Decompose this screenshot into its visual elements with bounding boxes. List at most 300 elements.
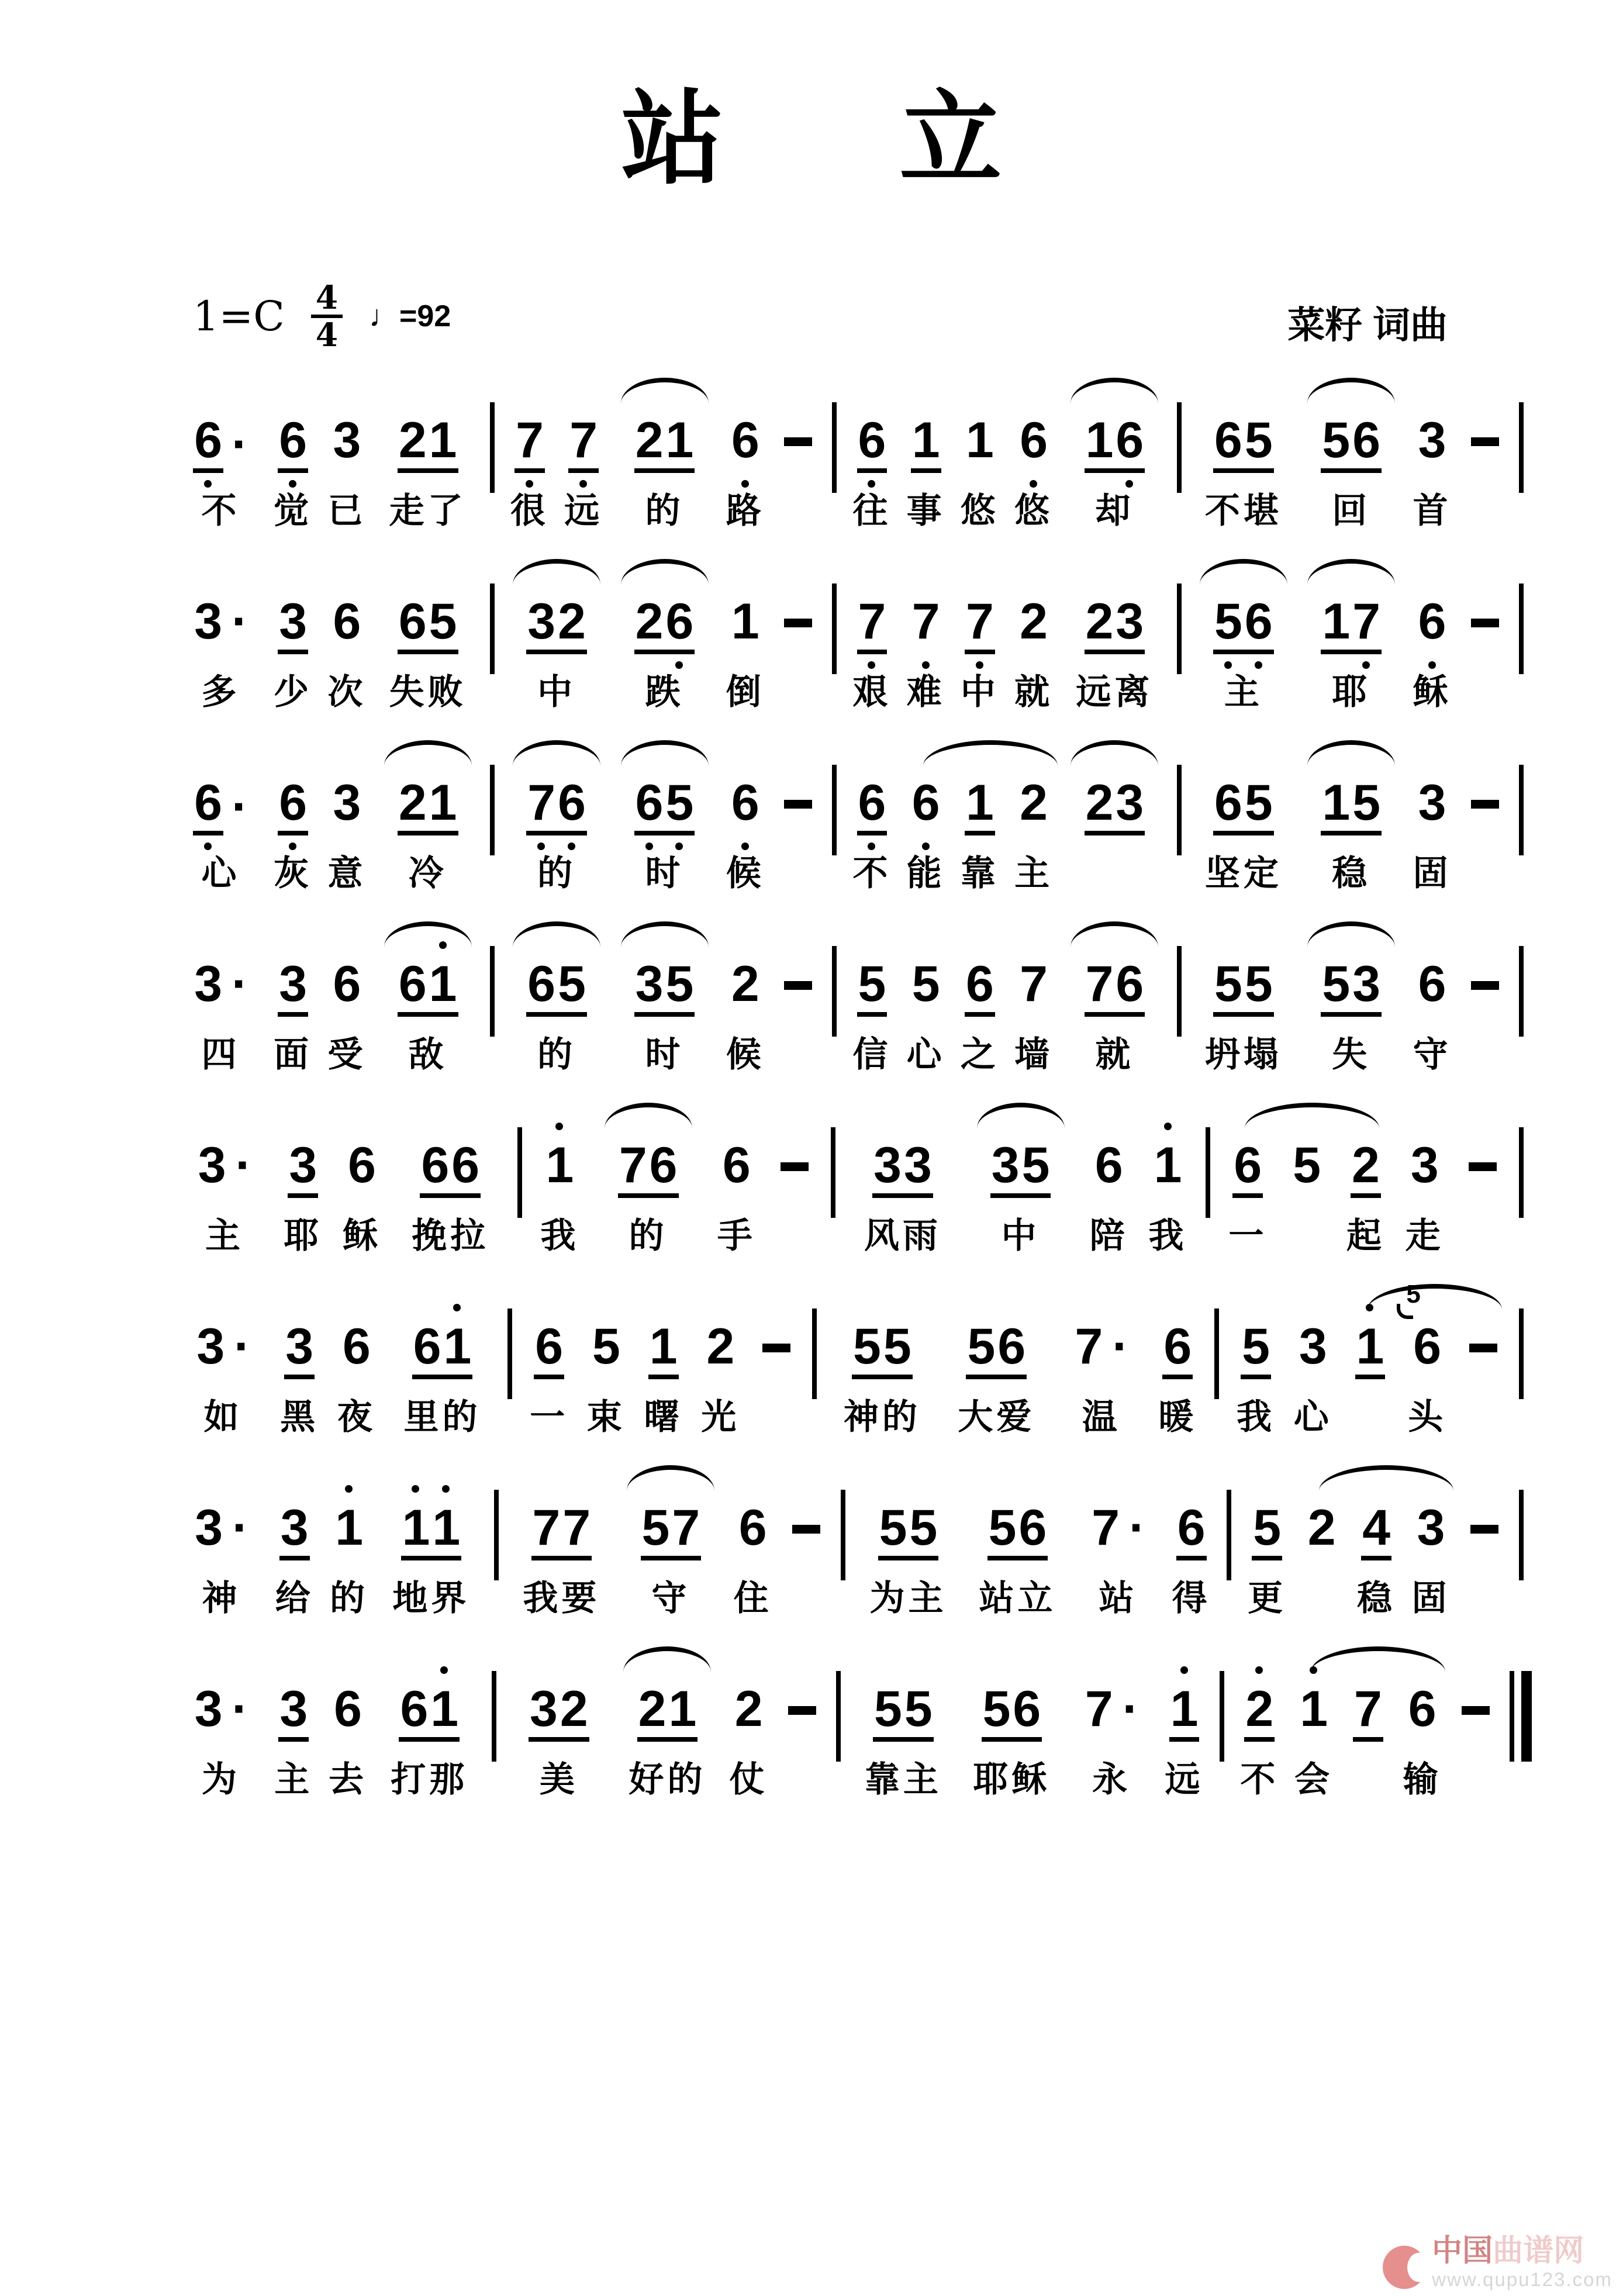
dash-extension — [772, 550, 824, 719]
lyric-syllable: 心 — [1293, 1398, 1332, 1437]
note-digits — [873, 1681, 934, 1742]
lyric-syllable: 守 — [651, 1579, 690, 1618]
slur-arc — [621, 740, 709, 766]
note-digit: 1 — [668, 1681, 697, 1737]
dash-mark — [784, 437, 812, 446]
note-group — [1239, 1456, 1294, 1625]
note-group — [175, 912, 266, 1082]
note-group — [589, 1093, 707, 1263]
note-numline — [193, 775, 248, 835]
note-digits — [1321, 593, 1382, 654]
note-digits — [1153, 1137, 1183, 1193]
note-numline — [911, 412, 941, 473]
note-group — [328, 1275, 385, 1444]
dash-mark — [1471, 981, 1499, 990]
slur-arc — [627, 1465, 714, 1491]
lyric-syllable: 走了 — [389, 492, 467, 530]
music-system-8 — [175, 1637, 1532, 1812]
note-group — [1072, 1456, 1164, 1625]
barline — [490, 584, 495, 674]
note-digits — [1213, 412, 1274, 473]
note-digit: 6 — [413, 1318, 441, 1375]
note-group — [1190, 912, 1297, 1082]
note-numline — [197, 1137, 253, 1193]
note-digit: 3 — [991, 1137, 1020, 1193]
note-group — [1061, 550, 1168, 719]
note-numline — [990, 1137, 1051, 1198]
augmentation-dot: · — [232, 778, 248, 835]
note-digits — [420, 1137, 481, 1198]
note-numline — [279, 1500, 310, 1560]
note-digit: 3 — [635, 956, 664, 1012]
note-numline — [1213, 775, 1274, 835]
lyric-syllable: 更 — [1248, 1579, 1287, 1618]
barline — [1214, 1308, 1219, 1399]
note-numline — [398, 412, 458, 473]
note-numline — [1298, 1318, 1328, 1375]
note-digits — [334, 1500, 364, 1556]
note-numline — [1406, 1280, 1442, 1375]
note-numline — [526, 775, 587, 835]
note-digits — [1018, 593, 1049, 650]
note-digits — [1085, 412, 1145, 473]
note-numline — [730, 775, 761, 831]
note-digits — [1321, 775, 1382, 835]
lyric-syllable: 能 — [906, 854, 945, 893]
note-digits — [1018, 412, 1049, 468]
note-group — [844, 1093, 962, 1263]
lyric-syllable: 之 — [960, 1035, 999, 1074]
note-digits — [347, 1137, 377, 1193]
lyric-syllable: 不 — [1240, 1760, 1279, 1799]
lyric-syllable: 主 — [274, 1760, 313, 1799]
note-digit: 1 — [965, 775, 994, 831]
dash-extension — [780, 1456, 833, 1625]
lyric-syllable: 往 — [852, 492, 892, 530]
barline — [507, 1308, 512, 1399]
note-digit: 5 — [904, 1681, 933, 1737]
note-group — [266, 368, 320, 538]
note-numline — [965, 593, 995, 654]
note-numline — [641, 1500, 702, 1560]
note-digit: 7 — [619, 1137, 647, 1193]
note-group — [503, 731, 610, 900]
lyric-syllable: 走 — [1405, 1217, 1444, 1255]
note-digit: 6 — [333, 956, 361, 1012]
lyric-syllable: 稳 — [1357, 1579, 1396, 1618]
note-digits — [738, 1500, 768, 1556]
lyric-syllable: 面 — [274, 1035, 313, 1074]
augmentation-dot: · — [232, 593, 248, 650]
lyric-syllable: 不 — [201, 492, 240, 530]
note-digits — [1244, 1681, 1275, 1742]
lyric-syllable: 少 — [274, 673, 313, 712]
note-digits — [1169, 1681, 1200, 1742]
note-digit: 3 — [1116, 593, 1144, 650]
note-digit: 6 — [193, 778, 223, 828]
note-digit: 1 — [429, 412, 457, 468]
note-digit: 3 — [194, 593, 223, 650]
octave-dot-above — [1164, 1123, 1172, 1130]
note-group — [1398, 1275, 1456, 1444]
note-digit: 7 — [1075, 1318, 1103, 1375]
note-digit: 3 — [195, 1500, 223, 1556]
lyric-syllable: 永 — [1092, 1760, 1131, 1799]
note-numline — [1321, 956, 1382, 1017]
note-group — [175, 1456, 267, 1625]
lyric-syllable: 为 — [201, 1760, 240, 1799]
note-numline — [634, 412, 695, 473]
lyric-syllable: 坍塌 — [1204, 1035, 1282, 1074]
lyric-syllable: 不 — [852, 854, 892, 893]
note-group — [377, 1456, 486, 1625]
note-digits — [730, 775, 761, 831]
final-barline-thin — [1510, 1671, 1514, 1762]
note-numline — [194, 1681, 249, 1737]
note-digit: 6 — [1177, 1500, 1206, 1556]
note-numline — [1252, 1500, 1282, 1560]
note-digit: 3 — [333, 775, 361, 831]
note-numline — [1355, 1318, 1386, 1379]
note-numline — [194, 1500, 249, 1556]
lyric-syllable: 靠主 — [864, 1760, 942, 1799]
note-digit: 5 — [879, 1500, 907, 1556]
note-digit: 5 — [873, 1681, 902, 1737]
note-numline — [911, 593, 941, 650]
note-digit: 3 — [530, 1681, 558, 1737]
watermark-brand-2: 曲谱网 — [1493, 2234, 1584, 2268]
slur-arc — [1071, 921, 1158, 947]
music-system-3 — [175, 731, 1532, 906]
note-numline — [1417, 593, 1448, 650]
note-digits — [284, 1318, 315, 1379]
lyric-syllable: 曙 — [644, 1398, 683, 1437]
note-numline — [1213, 956, 1274, 1017]
slur-arc — [621, 559, 709, 585]
lyric-syllable: 得 — [1172, 1579, 1211, 1618]
note-numline — [1162, 1318, 1193, 1379]
note-digit: 1 — [1322, 593, 1351, 650]
note-numline — [1417, 775, 1448, 831]
note-digit: 3 — [1418, 775, 1446, 831]
note-digits — [1213, 593, 1274, 654]
note-digit: 5 — [592, 1318, 620, 1375]
note-group — [963, 1456, 1072, 1625]
barline — [492, 1671, 496, 1762]
note-group — [1079, 1093, 1138, 1263]
note-digits — [398, 775, 458, 835]
note-group — [322, 1456, 376, 1625]
note-digit: 6 — [634, 778, 665, 828]
barline — [812, 1308, 817, 1399]
note-numline — [1417, 412, 1448, 468]
octave-dot-above — [555, 1123, 563, 1130]
note-digit: 2 — [1020, 775, 1048, 831]
notes-row — [175, 1456, 1532, 1631]
lyric-syllable: 候 — [726, 854, 765, 893]
note-group — [1405, 550, 1459, 719]
note-digits — [1085, 593, 1145, 654]
note-digit: 6 — [1018, 415, 1049, 465]
barline — [1519, 765, 1524, 855]
note-group — [1395, 1093, 1454, 1263]
lyric-syllable: 手 — [717, 1217, 756, 1255]
note-digit: 6 — [1352, 412, 1381, 468]
lyric-syllable: 不堪 — [1204, 492, 1282, 530]
lyric-syllable: 暖 — [1158, 1398, 1197, 1437]
note-numline — [526, 956, 587, 1017]
note-digit: 5 — [988, 1500, 1017, 1556]
note-group — [274, 1093, 333, 1263]
note-digits — [568, 412, 599, 473]
note-digits — [857, 956, 888, 1017]
note-group — [1190, 731, 1297, 900]
note-digit: 6 — [722, 1137, 751, 1193]
lyric-syllable: 如 — [203, 1398, 243, 1437]
note-digits — [331, 956, 362, 1012]
note-digits — [194, 1500, 224, 1556]
note-digits — [514, 412, 545, 473]
note-digit: 3 — [285, 1318, 314, 1375]
note-digits — [1084, 1681, 1114, 1737]
note-numline — [634, 593, 695, 654]
note-digit: 5 — [967, 1318, 996, 1375]
note-numline — [193, 412, 248, 473]
note-digits — [1085, 775, 1145, 835]
note-numline — [1213, 412, 1274, 473]
note-digit: 5 — [429, 593, 457, 650]
note-numline — [193, 593, 248, 650]
dash-mark — [1471, 437, 1499, 446]
lyric-syllable: 起 — [1346, 1217, 1385, 1255]
note-group — [175, 1275, 271, 1444]
note-group — [721, 1637, 776, 1807]
note-group — [320, 912, 374, 1082]
note-numline — [1307, 1500, 1337, 1556]
note-group — [175, 731, 266, 900]
note-digits — [1417, 775, 1448, 831]
note-digit: 3 — [279, 1681, 308, 1737]
note-digits — [1162, 1318, 1193, 1379]
slur-arc — [977, 1103, 1065, 1128]
note-numline — [634, 775, 695, 835]
note-digits — [1353, 1681, 1383, 1742]
note-digit: 6 — [193, 415, 223, 465]
key-signature: 1=C — [193, 292, 285, 340]
note-numline — [1074, 1318, 1129, 1375]
note-numline — [1232, 1137, 1263, 1198]
lyric-syllable: 打那 — [391, 1760, 468, 1799]
note-numline — [401, 1500, 462, 1560]
lyric-syllable: 失败 — [389, 673, 467, 712]
note-digits — [634, 412, 695, 473]
note-digit: 1 — [428, 959, 458, 1009]
note-digit: 6 — [1163, 1318, 1192, 1375]
note-numline — [1085, 956, 1145, 1017]
barline — [490, 946, 495, 1037]
lyric-syllable: 耶 — [284, 1217, 323, 1255]
note-digit: 2 — [1085, 593, 1114, 650]
note-group — [503, 912, 610, 1082]
note-group — [385, 1275, 499, 1444]
note-numline — [1321, 775, 1382, 835]
lyric-syllable: 我 — [1237, 1398, 1275, 1437]
slur-arc — [621, 378, 709, 403]
note-numline — [1417, 956, 1448, 1012]
augmentation-dot: · — [232, 1681, 249, 1737]
lyric-syllable: 远 — [1165, 1760, 1204, 1799]
barline — [1519, 1490, 1524, 1580]
note-digit: 5 — [883, 1318, 911, 1375]
note-digits — [193, 412, 223, 473]
note-numline — [857, 775, 888, 835]
note-digit: 5 — [641, 1500, 670, 1556]
note-numline — [966, 1318, 1027, 1379]
note-group — [613, 1637, 722, 1807]
note-numline — [1153, 1137, 1183, 1193]
note-digit: 3 — [1299, 1318, 1327, 1375]
augmentation-dot: · — [234, 1318, 251, 1375]
note-digits — [193, 593, 223, 650]
lyric-syllable: 受 — [327, 1035, 367, 1074]
note-numline — [278, 775, 308, 835]
note-group — [175, 1637, 267, 1807]
note-digits — [1241, 1318, 1271, 1379]
final-barline — [1510, 1671, 1532, 1762]
note-digit: 1 — [429, 775, 457, 831]
note-digit: 6 — [400, 1681, 429, 1737]
note-digits — [965, 593, 995, 654]
note-numline — [278, 593, 308, 654]
note-numline — [1410, 1137, 1440, 1193]
note-digits — [911, 593, 941, 650]
note-digit: 1 — [649, 1318, 678, 1375]
note-digits — [857, 775, 888, 835]
note-group — [1341, 1637, 1396, 1807]
note-numline — [987, 1500, 1048, 1560]
lyric-syllable: 心 — [906, 1035, 945, 1074]
lyric-syllable: 输 — [1403, 1760, 1442, 1799]
note-digit: 2 — [398, 775, 427, 831]
dash-extension — [1459, 368, 1511, 538]
barline — [517, 1127, 522, 1218]
note-digits — [1074, 1318, 1104, 1375]
lyric-syllable: 好的 — [629, 1760, 706, 1799]
note-digit: 6 — [398, 593, 427, 650]
note-digit: 1 — [1169, 1684, 1200, 1734]
note-digit: 1 — [429, 1684, 460, 1734]
note-digit: 6 — [557, 778, 587, 828]
note-digit: 6 — [1234, 1137, 1262, 1193]
note-digit: 1 — [665, 412, 694, 468]
lyric-syllable: 已 — [327, 492, 367, 530]
note-group — [1405, 912, 1459, 1082]
dash-mark — [792, 1525, 820, 1534]
slur-arc — [1071, 740, 1158, 766]
dash-mark — [1469, 1162, 1497, 1171]
dash-extension — [1459, 550, 1511, 719]
note-digit: 6 — [911, 778, 941, 828]
note-numline — [721, 1137, 752, 1193]
note-digit: 3 — [1352, 956, 1381, 1012]
lyric-syllable: 主 — [1014, 854, 1054, 893]
note-digit: 6 — [343, 1318, 371, 1375]
lyric-syllable: 首 — [1413, 492, 1452, 530]
note-numline — [591, 1318, 621, 1375]
slur-arc — [1071, 378, 1158, 403]
note-group — [1294, 1456, 1349, 1625]
note-group — [374, 368, 481, 538]
note-digit: 3 — [1418, 412, 1446, 468]
note-numline — [398, 775, 458, 835]
note-digit: 2 — [1307, 1500, 1336, 1556]
note-group — [1284, 1275, 1342, 1444]
lyric-syllable: 一 — [1228, 1217, 1268, 1255]
note-digits — [730, 412, 761, 468]
note-digits — [531, 1500, 592, 1560]
note-digit: 4 — [1362, 1500, 1391, 1556]
lyric-syllable: 风雨 — [864, 1217, 941, 1255]
note-group — [1149, 1275, 1206, 1444]
lyric-syllable: 陪 — [1089, 1217, 1128, 1255]
note-digit: 6 — [649, 1137, 678, 1193]
note-digit: 1 — [1322, 775, 1351, 831]
dash-extension — [776, 1637, 828, 1807]
note-digits — [545, 1137, 575, 1193]
barline — [841, 1490, 845, 1580]
note-digit: 3 — [280, 1500, 309, 1556]
note-group — [1007, 368, 1061, 538]
note-group — [267, 1637, 321, 1807]
note-digits — [1355, 1318, 1386, 1379]
note-digits — [982, 1681, 1042, 1742]
note-group — [1405, 731, 1459, 900]
note-numline — [284, 1318, 315, 1379]
note-group — [557, 368, 610, 538]
note-numline — [331, 956, 362, 1012]
note-group — [175, 550, 266, 719]
dash-extension — [772, 912, 824, 1082]
note-numline — [1361, 1500, 1391, 1560]
note-group — [1405, 368, 1459, 538]
slur-arc — [1307, 378, 1395, 403]
note-group — [610, 550, 718, 719]
lyric-syllable: 远离 — [1076, 673, 1154, 712]
note-group — [530, 1093, 589, 1263]
note-numline — [278, 956, 308, 1017]
note-group — [266, 731, 320, 900]
watermark-logo-icon — [1383, 2246, 1426, 2289]
note-digit: 6 — [421, 1137, 450, 1193]
note-numline — [1018, 412, 1049, 468]
lyric-syllable: 固 — [1411, 1579, 1451, 1618]
lyric-syllable: 事 — [906, 492, 945, 530]
note-digit: 6 — [857, 778, 888, 828]
note-group — [899, 912, 953, 1082]
barline — [832, 946, 837, 1037]
note-group — [1190, 550, 1297, 719]
note-digit: 1 — [401, 1503, 431, 1553]
note-group — [1404, 1456, 1458, 1625]
lyric-syllable: 靠 — [960, 854, 999, 893]
lyric-syllable: 站立 — [979, 1579, 1056, 1618]
note-digit: 1 — [1153, 1140, 1183, 1190]
note-group — [899, 368, 953, 538]
note-numline — [965, 956, 995, 1017]
note-numline — [1018, 956, 1049, 1012]
lyric-syllable: 觉 — [274, 492, 313, 530]
note-digits — [634, 593, 695, 654]
